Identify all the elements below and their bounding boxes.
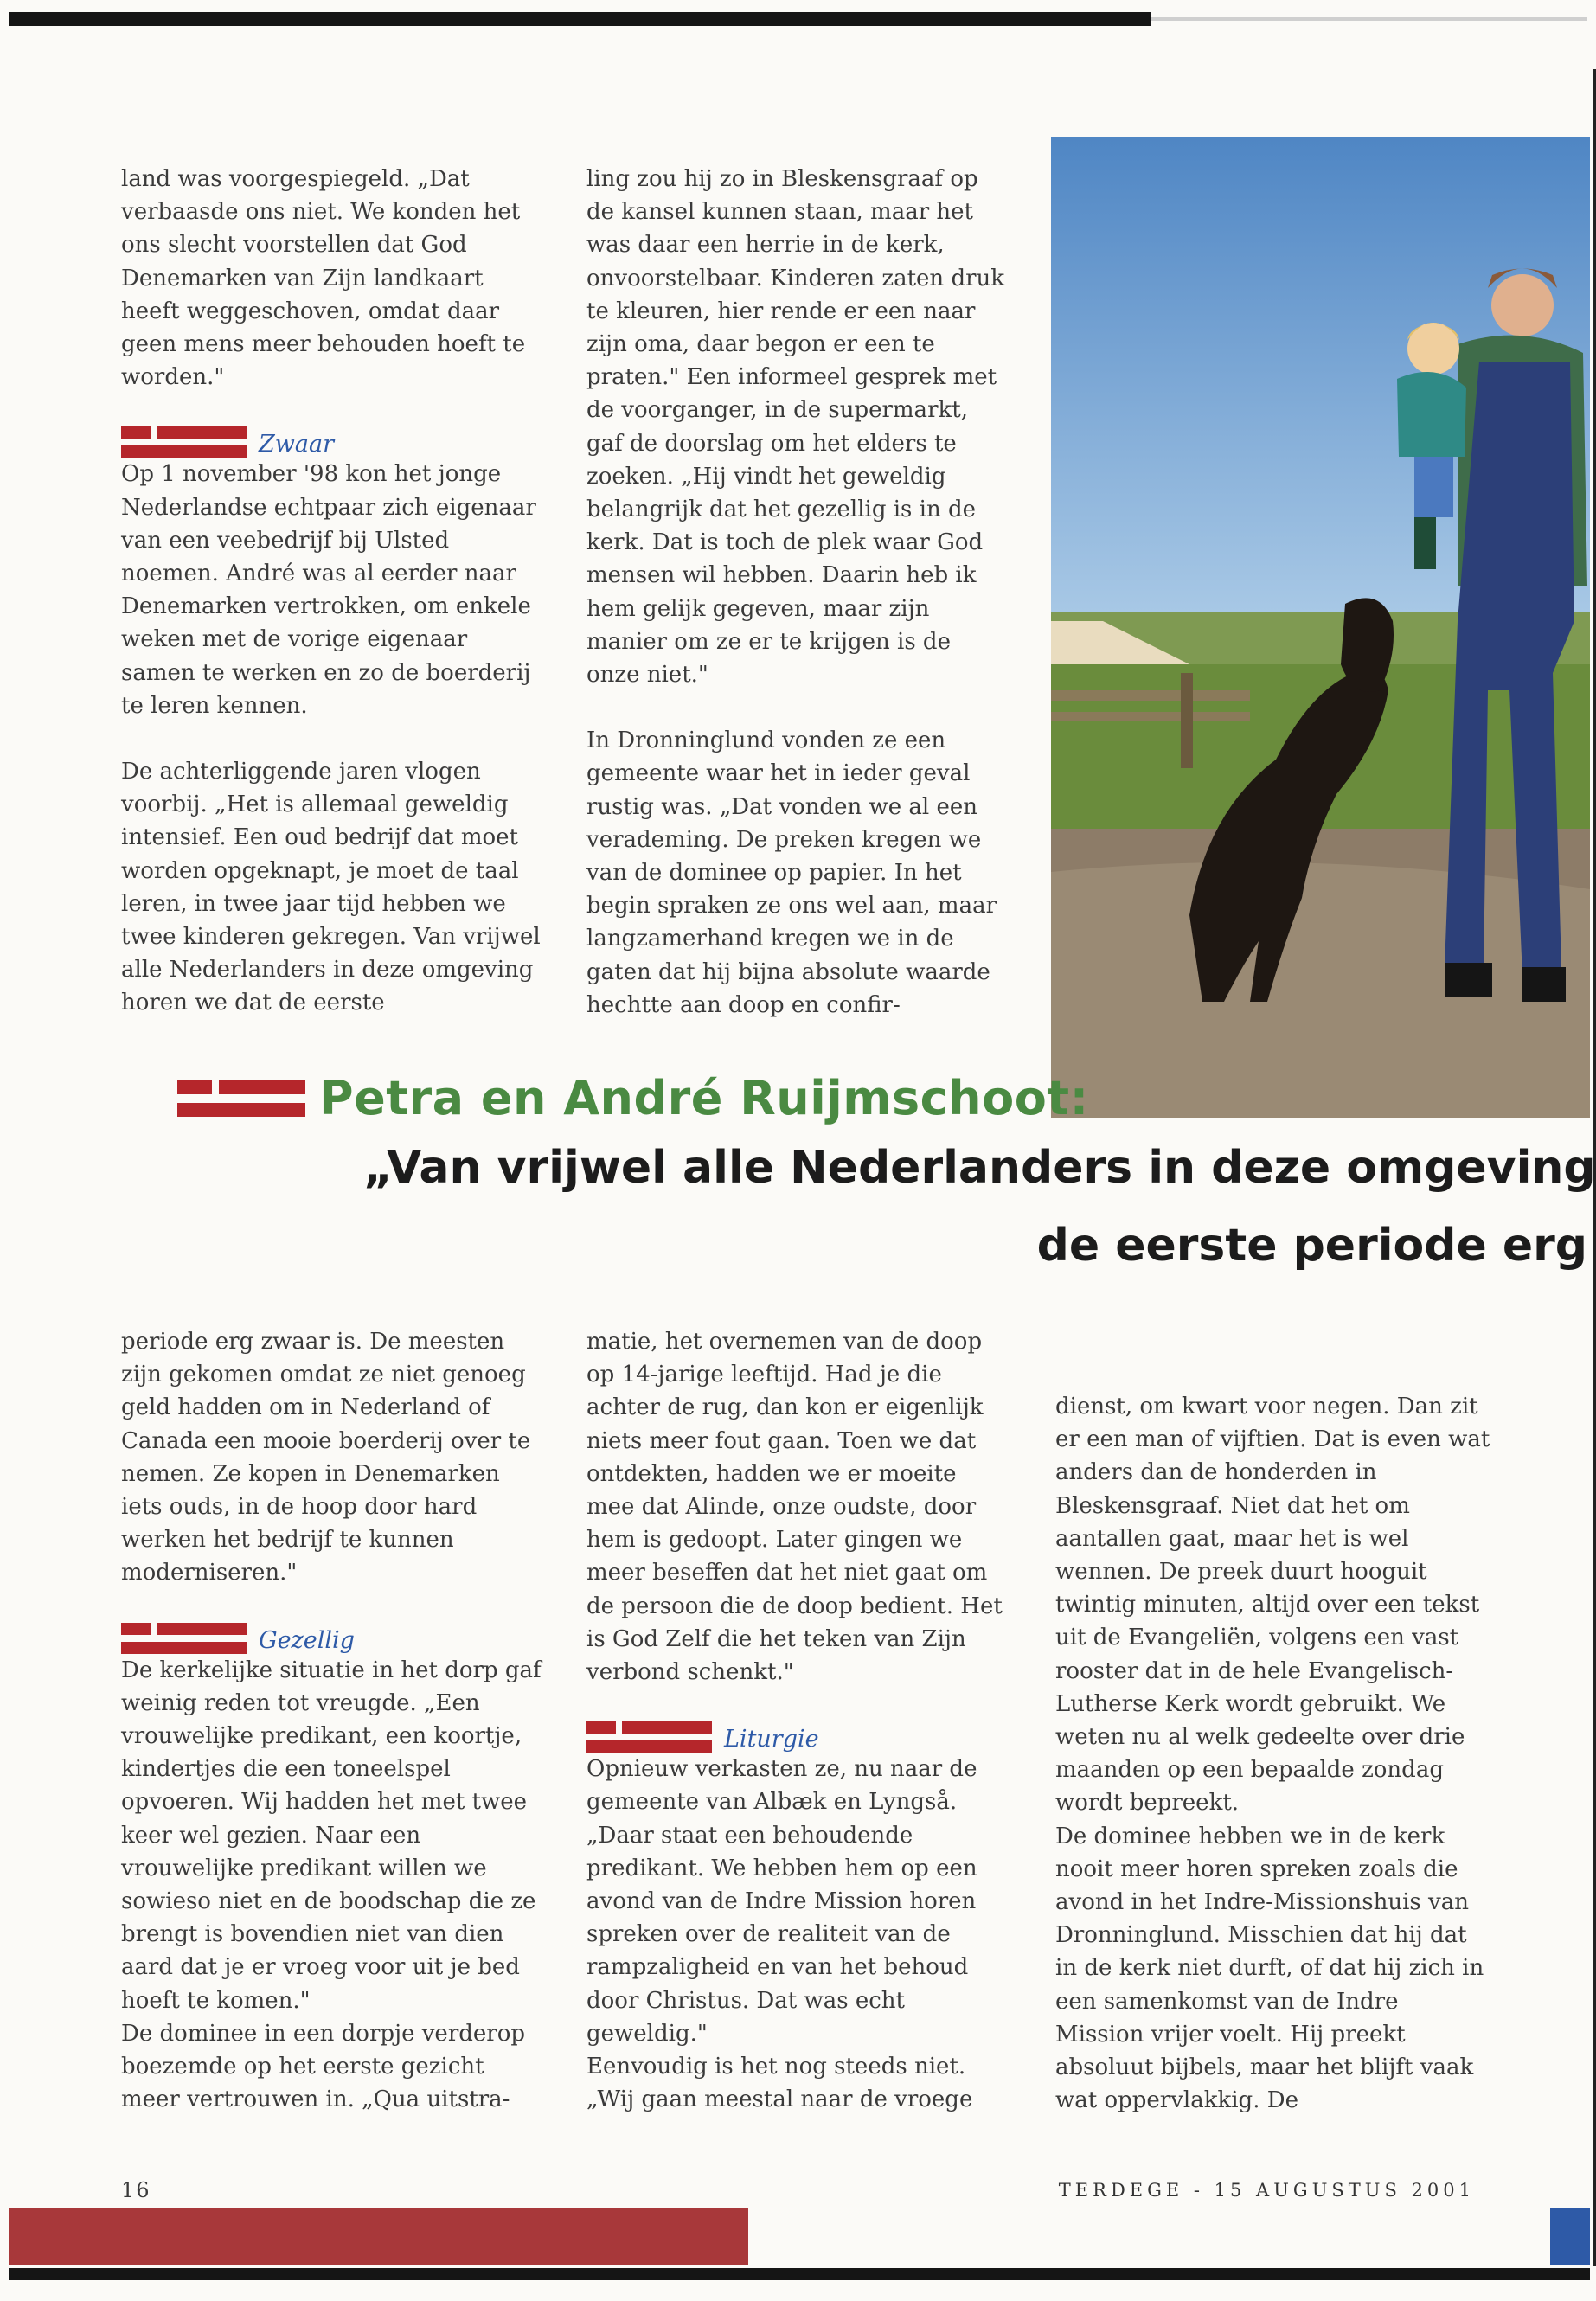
- paragraph: periode erg zwaar is. De meesten zijn gekomen omdat ze niet genoeg geld hadden om in Nederland of Canada een mooie boerderij over te nemen. Ze kopen in Denemarken iets ouds, in de hoop door hard werken het bedrijf te kunnen moderniseren.": [121, 1329, 531, 1586]
- paragraph: ling zou hij zo in Bleskensgraaf op de kansel kunnen staan, maar het was daar een herrie in de kerk, onvoorstelbaar. Kinderen zaten druk te kleuren, hier rende er een naar zijn oma, daar begon er een te praten." Een informeel gesprek met de voorganger, in de supermarkt, gaf de doorslag om het elders te zoeken. „Hij vindt het geweldig belangrijk dat het gezellig is in de kerk. Dat is toch de plek waar God mensen wil hebben. Daarin heb ik hem gelijk gegeven, maar zijn manier om ze er te krijgen is de onze niet.": [586, 166, 1005, 689]
- danish-flag-icon: [121, 1623, 247, 1654]
- paragraph: De dominee in een dorpje verderop boezemde op het eerste gezicht meer vertrouwen in. „Qua uitstra-: [121, 2020, 525, 2113]
- column-1-upper: [121, 163, 543, 1020]
- bottom-rule: [9, 2268, 1590, 2280]
- bottom-color-square: [1550, 2208, 1590, 2265]
- subheading-zwaar: [121, 423, 543, 458]
- top-rule-thin: [1151, 17, 1587, 21]
- column-3-lower: [1055, 1390, 1492, 2117]
- column-2-lower: [586, 1325, 1010, 2116]
- top-rule: [9, 12, 1151, 26]
- photo-family-with-dog: [1051, 137, 1590, 1118]
- paragraph: dienst, om kwart voor negen. Dan zit er een man of vijftien. Dat is even wat anders dan de honderden in Bleskensgraaf. Niet dat het om aantallen gaat, maar het is wel wennen. De preek duurt hooguit twintig minuten, altijd over een tekst uit de Evangeliën, volgens een vast rooster dat in de hele Evangelisch-Lutherse Kerk wordt gebruikt. We weten nu al welk gedeelte over drie maanden op een bepaalde zondag wordt bepreekt.: [1055, 1394, 1490, 1817]
- pull-quote-line-1: „Van vrijwel alle Nederlanders in deze omgeving: [363, 1142, 1596, 1194]
- paragraph: De achterliggende jaren vlogen voorbij. „Het is allemaal geweldig intensief. Een oud bedrijf dat moet worden opgeknapt, je moet de taal leren, in twee jaar tijd hebben we twee kinderen gekregen. Van vrijwel alle Nederlanders in deze omgeving horen we dat de eerste: [121, 759, 541, 1016]
- subheading-label: Liturgie: [724, 1726, 819, 1753]
- paragraph: matie, het overnemen van de doop op 14-jarige leeftijd. Had je die achter de rug, dan kon er eigenlijk niets meer fout gaan. Toen we dat ontdekten, hadden we er moeite mee dat Alinde, onze oudste, door hem is gedoopt. Later gingen we meer beseffen dat het niet gaat om de persoon die de doop bedient. Het is God Zelf die het teken van Zijn verbond schenkt.": [586, 1329, 1003, 1686]
- danish-flag-icon: [121, 426, 247, 458]
- subheading-gezellig: [121, 1619, 543, 1654]
- paragraph: De dominee hebben we in de kerk nooit meer horen spreken zoals die avond in het Indre-Missionshuis van Dronninglund. Misschien dat hij dat in de kerk niet durft, of dat hij zich in een samenkomst van de Indre Mission vrijer voelt. Hij preekt absoluut bijbels, maar het blijft vaak wat oppervlakkig. De: [1055, 1823, 1484, 2114]
- danish-flag-icon: [586, 1721, 712, 1753]
- paragraph: Op 1 november '98 kon het jonge Nederlandse echtpaar zich eigenaar van een veebedrijf bij Ulsted noemen. André was al eerder naar Denemarken vertrokken, om enkele weken met de vorige eigenaar samen te werken en zo de boerderij te leren kennen.: [121, 461, 536, 719]
- subheading-label: Zwaar: [259, 431, 334, 458]
- pull-quote-line-2: de eerste periode erg: [1036, 1220, 1587, 1272]
- paragraph: Opnieuw verkasten ze, nu naar de gemeente van Albæk en Lyngså. „Daar staat een behoudende predikant. We hebben hem op een avond van de Indre Mission horen spreken over de realiteit van de rampzaligheid en van het behoud door Christus. Dat was echt geweldig.": [586, 1756, 977, 2047]
- running-footer: TERDEGE - 15 AUGUSTUS 2001: [1058, 2180, 1475, 2201]
- headline: Petra en André Ruijmschoot:: [319, 1071, 1089, 1125]
- paragraph: land was voorgespiegeld. „Dat verbaasde ons niet. We konden het ons slecht voorstellen dat God Denemarken van Zijn landkaart heeft weggeschoven, omdat daar geen mens meer behouden hoeft te worden.": [121, 166, 526, 391]
- column-2-upper: [586, 163, 1010, 1022]
- paragraph: Eenvoudig is het nog steeds niet. „Wij gaan meestal naar de vroege: [586, 2054, 973, 2113]
- page-number: 16: [121, 2178, 151, 2202]
- photo-illustration: [1051, 137, 1590, 1118]
- column-1-lower: [121, 1325, 543, 2116]
- subheading-label: Gezellig: [259, 1626, 355, 1654]
- paragraph: In Dronninglund vonden ze een gemeente waar het in ieder geval rustig was. „Dat vonden we al een verademing. De preken kregen we van de dominee op papier. In het begin spraken ze ons wel aan, maar langzamerhand kregen we in de gaten dat hij bijna absolute waarde hechtte aan doop en confir-: [586, 727, 997, 1018]
- bottom-color-bar: [9, 2208, 748, 2265]
- paragraph: De kerkelijke situatie in het dorp gaf weinig reden tot vreugde. „Een vrouwelijke predikant, een koortje, kindertjes die een toneelspel opvoeren. Wij hadden het met twee keer wel gezien. Naar een vrouwelijke predikant willen we sowieso niet en de boodschap die ze brengt is bovendien niet van dien aard dat je er vroeg voor uit je bed hoeft te komen.": [121, 1657, 542, 2014]
- subheading-liturgie: [586, 1718, 1010, 1753]
- danish-flag-icon: [177, 1080, 305, 1117]
- headline-row: [177, 1071, 1089, 1125]
